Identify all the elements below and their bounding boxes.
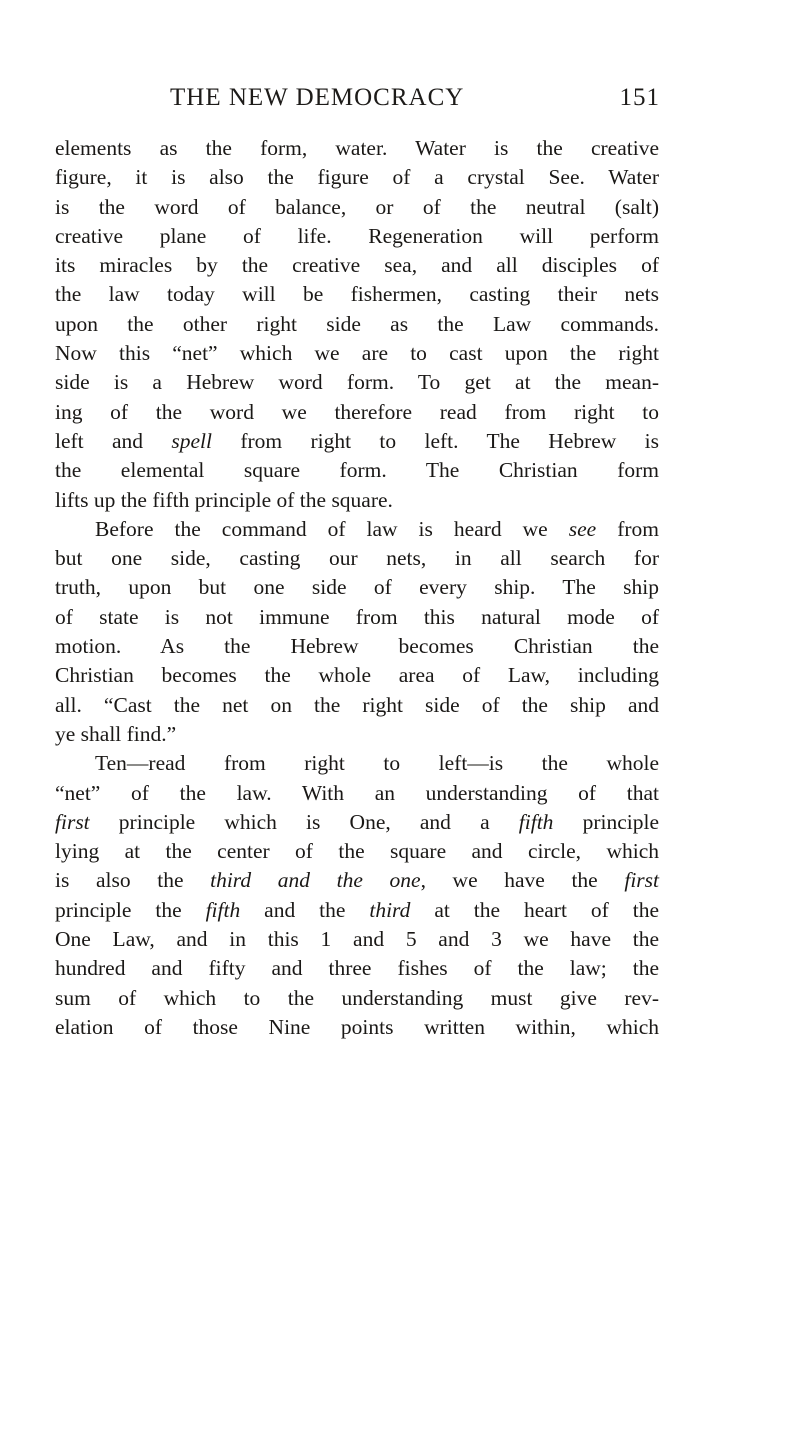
text-line: motion. As the Hebrew becomes Christian the [55,634,659,659]
text-line: One Law, and in this 1 and 5 and 3 we have the [55,927,659,952]
text-line: its miracles by the creative sea, and all disciples of [55,253,659,278]
page-number: 151 [619,84,660,111]
text-line: all. “Cast the net on the right side of the ship and [55,692,659,717]
text-line: ye shall find.” [55,721,177,746]
text-line: figure, it is also the figure of a crystal See. Water [55,165,659,190]
text-line: elements as the form, water. Water is the creative [55,136,659,160]
text-line: principle the fifth and the third at the heart of the [55,897,659,922]
text-line: but one side, casting our nets, in all search for [55,546,659,571]
text-line: Now this “net” which we are to cast upon the right [55,341,659,366]
text-line: left and spell from right to left. The Hebrew is [55,428,659,453]
text-line: Before the command of law is heard we see from [95,516,659,541]
text-line: sum of which to the understanding must give rev- [55,985,659,1010]
body-text [55,134,659,1042]
text-line: the law today will be fishermen, casting their nets [55,282,659,307]
text-line: is also the third and the one, we have the first [55,868,660,893]
text-line: the elemental square form. The Christian form [55,458,659,483]
text-line: ing of the word we therefore read from right to [55,399,659,424]
text-line: Ten—read from right to left—is the whole [95,751,659,776]
text-line: side is a Hebrew word form. To get at the mean- [55,370,659,395]
text-line: of state is not immune from this natural mode of [55,604,659,629]
text-line: is the word of balance, or of the neutral (salt) [55,194,659,219]
running-title: THE NEW DEMOCRACY [170,84,465,111]
text-line: elation of those Nine points written within, which [55,1014,659,1039]
text-line: Christian becomes the whole area of Law, including [55,663,659,688]
text-line: “net” of the law. With an understanding of that [55,780,659,805]
text-line: first principle which is One, and a fifth principle [55,809,660,834]
text-line: truth, upon but one side of every ship. The ship [55,575,659,600]
text-line: creative plane of life. Regeneration will perform [55,223,659,248]
text-line: lying at the center of the square and circle, which [55,839,659,864]
text-line: hundred and fifty and three fishes of the law; the [55,956,659,981]
running-header [170,84,660,124]
text-line: lifts up the fifth principle of the square. [55,487,393,512]
text-line: upon the other right side as the Law commands. [55,311,659,336]
